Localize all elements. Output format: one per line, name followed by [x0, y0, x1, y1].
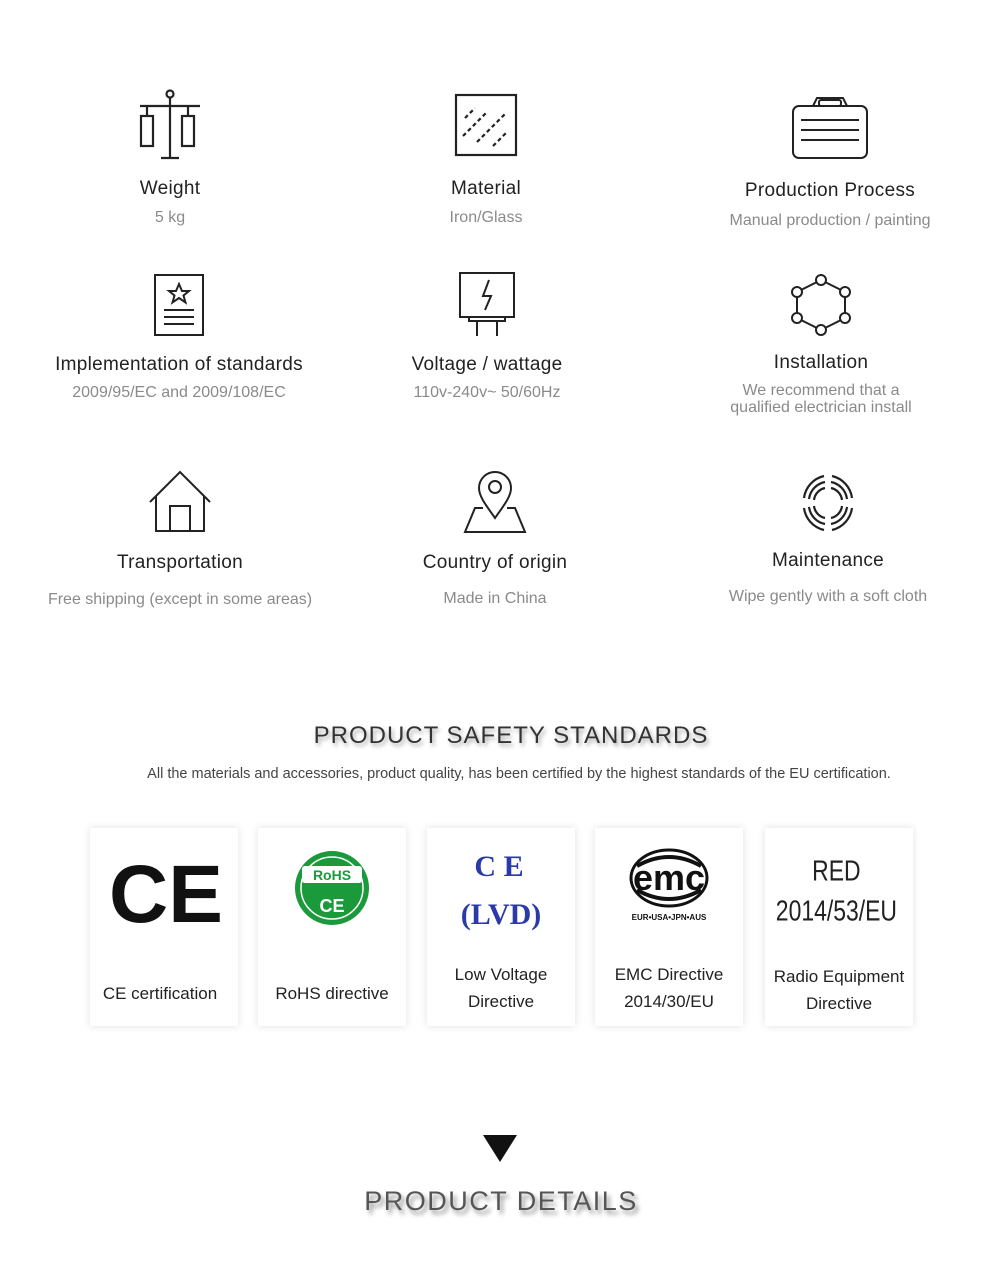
certificate-icon — [152, 272, 206, 338]
rohs-logo-text: RoHS — [312, 867, 352, 883]
spec-value: 2009/95/EC and 2009/108/EC — [72, 384, 286, 401]
glass-panel-icon — [453, 92, 519, 158]
spec-value — [661, 382, 981, 416]
cert-label-line: Directive — [467, 992, 535, 1011]
spec-production-process — [670, 96, 990, 230]
lvd-text: (LVD) — [460, 898, 542, 931]
spec-maintenance — [668, 470, 988, 606]
spec-title: Production Process — [744, 180, 916, 201]
cert-label: CE certification — [102, 984, 218, 1003]
red-logo-text: RED — [812, 856, 861, 888]
cert-label: RoHS directive — [275, 984, 389, 1003]
spec-title: Weight — [139, 178, 201, 199]
spec-transportation — [20, 468, 340, 609]
spec-material — [326, 92, 646, 227]
cert-lvd — [427, 828, 575, 1026]
safety-standards-description: All the materials and accessories, product quality, has been certified by the highest standards of the EU certification. — [147, 766, 891, 782]
product-details-title: PRODUCT DETAILS — [364, 1186, 638, 1216]
rohs-logo — [258, 828, 406, 948]
spec-value-line: We recommend that a — [742, 382, 900, 399]
cert-label-line: 2014/30/EU — [624, 992, 714, 1011]
spec-title: Implementation of standards — [55, 354, 303, 375]
cert-label — [589, 961, 749, 1015]
cert-label — [759, 963, 919, 1017]
hexagon-nodes-icon — [789, 272, 853, 338]
rohs-ce-text: CE — [319, 896, 345, 916]
cert-label-line: EMC Directive — [614, 965, 724, 984]
emc-regions-text: EUR•USA•JPN•AUS — [631, 913, 707, 922]
spec-value: 110v-240v~ 50/60Hz — [413, 384, 561, 401]
cert-rohs — [258, 828, 406, 1026]
spec-value: 5 kg — [154, 209, 186, 226]
map-pin-icon — [463, 470, 527, 534]
spec-value: Iron/Glass — [449, 209, 523, 226]
house-icon — [147, 468, 213, 534]
spec-installation — [661, 272, 981, 416]
cert-emc — [595, 828, 743, 1026]
cert-label-line: Radio Equipment — [773, 967, 905, 986]
cert-label-line: Directive — [805, 994, 873, 1013]
lvd-logo — [427, 828, 575, 948]
spec-value: Made in China — [443, 590, 547, 607]
spec-country — [335, 470, 655, 608]
emc-logo — [595, 828, 743, 948]
cert-label — [421, 961, 581, 1015]
down-arrow-icon — [483, 1135, 517, 1162]
red-directive-number: 2014/53/EU — [775, 896, 897, 927]
spec-title: Transportation — [116, 552, 243, 573]
spec-weight — [10, 88, 330, 227]
red-logo — [765, 828, 913, 948]
safety-standards-title: PRODUCT SAFETY STANDARDS — [313, 722, 709, 749]
spec-title: Country of origin — [422, 552, 568, 573]
power-plug-icon — [457, 270, 517, 338]
lvd-ce-text: C E — [474, 850, 524, 883]
cert-label-line: Low Voltage — [454, 965, 548, 984]
spec-title: Material — [451, 178, 521, 199]
ce-logo — [90, 828, 238, 948]
spec-title: Maintenance — [771, 550, 885, 571]
cert-ce — [90, 828, 238, 1026]
toolbox-icon — [791, 96, 869, 160]
spec-value-line: qualified electrician install — [730, 399, 912, 416]
spec-voltage — [327, 270, 647, 402]
soft-cloth-icon — [796, 470, 860, 536]
spec-title: Installation — [773, 352, 869, 373]
spec-value: Wipe gently with a soft cloth — [728, 588, 928, 605]
spec-title: Voltage / wattage — [411, 354, 563, 375]
spec-value: Free shipping (except in some areas) — [47, 591, 313, 608]
ce-logo-text: CE — [109, 849, 223, 940]
cert-red — [765, 828, 913, 1026]
chandelier-icon — [135, 88, 205, 160]
spec-standards — [19, 272, 339, 402]
spec-value: Manual production / painting — [729, 212, 931, 229]
emc-logo-text: emc — [632, 857, 706, 898]
